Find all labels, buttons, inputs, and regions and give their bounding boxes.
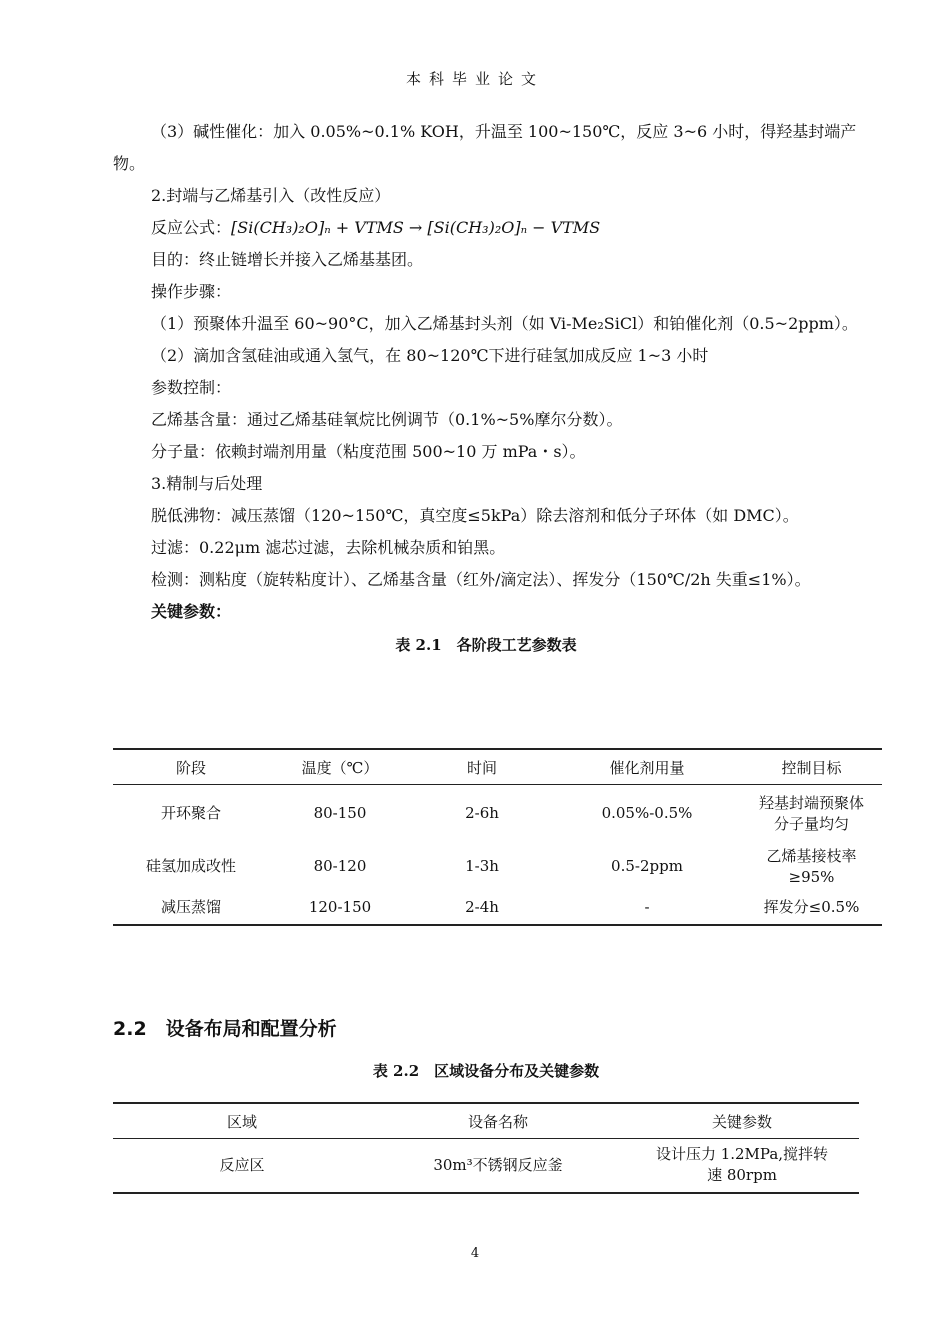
table-header-cell: 设备名称 <box>371 1103 625 1139</box>
paragraph: 3.精制与后处理 <box>151 474 263 493</box>
table-row <box>113 891 882 925</box>
table-cell: 80-150 <box>313 804 367 823</box>
table-cell: 120-150 <box>308 897 372 916</box>
paragraph-formula <box>113 212 859 244</box>
formula-label: 反应公式： <box>151 218 232 237</box>
equipment-table <box>113 1102 859 1194</box>
table-cell: 硅氢加成改性 <box>145 857 236 875</box>
table-row <box>113 785 882 843</box>
paragraph: 参数控制： <box>151 378 232 397</box>
paragraph: 过滤：0.22μm 滤芯过滤，去除机械杂质和铂黑。 <box>151 538 506 557</box>
paragraph: 操作步骤： <box>151 282 232 301</box>
table-cell: 乙烯基接枝率≥95% <box>766 846 857 886</box>
table-cell: 0.05%-0.5% <box>601 804 693 823</box>
table-header-cell: 催化剂用量 <box>553 749 741 785</box>
table-header-cell: 时间 <box>411 749 553 785</box>
table-row <box>113 1139 859 1193</box>
page-number: 4 <box>470 1246 480 1261</box>
table-cell: 2-4h <box>465 897 499 916</box>
body-text <box>113 116 859 655</box>
paragraph: （1）预聚体升温至 60~90°C，加入乙烯基封头剂（如 Vi-Me₂SiCl）和铂催化剂（0.5~2ppm）。 <box>151 314 858 333</box>
section-heading: 2.2 设备布局和配置分析 <box>113 1018 337 1040</box>
reaction-formula: [Si(CH₃)₂O]ₙ + VTMS → [Si(CH₃)₂O]ₙ − VTMS <box>231 218 601 237</box>
table-cell: 1-3h <box>465 857 499 875</box>
table-cell: 反应区 <box>219 1155 265 1174</box>
table-header-row <box>113 749 882 785</box>
paragraph: （3）碱性催化：加入 0.05%~0.1% KOH，升温至 100~150℃，反应 3~6 小时，得羟基封端产物。 <box>113 122 857 173</box>
table-cell: 80-120 <box>313 857 367 875</box>
paragraph: 目的：终止链增长并接入乙烯基基团。 <box>151 250 424 269</box>
table-cell: 设计压力 1.2MPa,搅拌转速 80rpm <box>655 1145 829 1185</box>
table-cell: 减压蒸馏 <box>160 897 221 916</box>
table1-caption: 表 2.1 各阶段工艺参数表 <box>395 636 577 654</box>
table2-caption: 表 2.2 区域设备分布及关键参数 <box>372 1062 600 1080</box>
paragraph: 分子量：依赖封端剂用量（粘度范围 500~10 万 mPa・s）。 <box>151 442 586 461</box>
table-cell: 羟基封端预聚体分子量均匀 <box>759 793 865 833</box>
table-header-cell: 关键参数 <box>625 1103 859 1139</box>
table-cell: - <box>644 897 650 916</box>
paragraph: （2）滴加含氢硅油或通入氢气，在 80~120℃下进行硅氢加成反应 1~3 小时 <box>151 346 709 365</box>
table-header-cell: 控制目标 <box>741 749 882 785</box>
paragraph: 乙烯基含量：通过乙烯基硅氧烷比例调节（0.1%~5%摩尔分数）。 <box>151 410 623 429</box>
table-cell: 挥发分≤0.5% <box>763 897 860 916</box>
table-header-cell: 阶段 <box>113 749 269 785</box>
page-header: 本科毕业论文 <box>405 70 544 88</box>
process-parameter-table <box>113 748 882 926</box>
table-header-cell: 区域 <box>113 1103 371 1139</box>
paragraph: 2.封端与乙烯基引入（改性反应） <box>151 186 391 205</box>
table-cell: 30m³不锈钢反应釜 <box>433 1155 563 1174</box>
paragraph: 检测：测粘度（旋转粘度计）、乙烯基含量（红外/滴定法）、挥发分（150℃/2h 失重≤1%）。 <box>151 570 811 589</box>
table-cell: 2-6h <box>465 804 499 823</box>
table-row <box>113 843 882 891</box>
table-header-cell: 温度（℃） <box>269 749 411 785</box>
paragraph: 脱低沸物：减压蒸馏（120~150℃，真空度≤5kPa）除去溶剂和低分子环体（如 DMC）。 <box>151 506 799 525</box>
table-cell: 开环聚合 <box>160 804 221 823</box>
table-header-row <box>113 1103 859 1139</box>
table-cell: 0.5-2ppm <box>611 857 683 875</box>
paragraph-bold: 关键参数： <box>151 602 232 621</box>
